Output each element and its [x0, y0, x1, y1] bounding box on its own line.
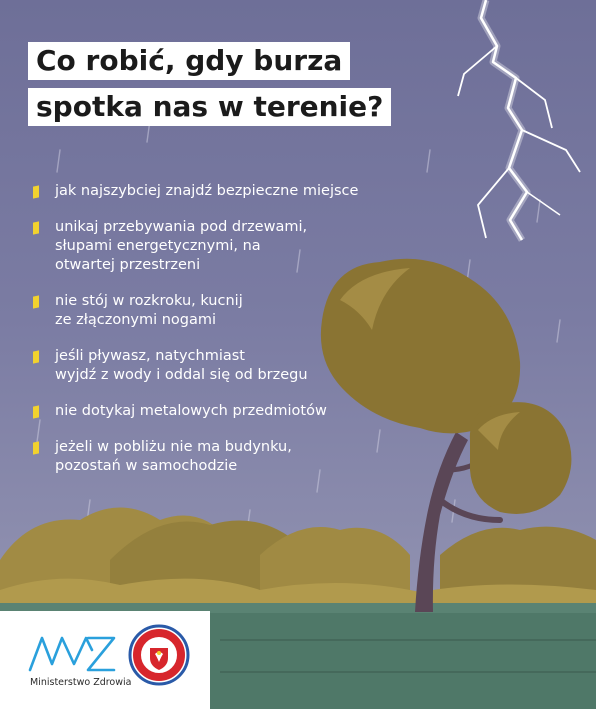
tip-item — [33, 292, 373, 330]
tip-line: ze złączonymi nogami — [55, 312, 217, 328]
tip-item — [33, 402, 373, 421]
sanitary-inspection-logo — [128, 624, 190, 686]
tip-line: wyjdź z wody i oddal się od brzegu — [55, 367, 308, 383]
bullet-icon — [33, 405, 39, 418]
bullet-icon — [33, 441, 39, 454]
tip-line: jeśli pływasz, natychmiast — [55, 348, 245, 364]
tip-line: słupami energetycznymi, na — [55, 238, 261, 254]
tip-line: otwartej przestrzeni — [55, 257, 201, 273]
bullet-icon — [33, 295, 39, 308]
tip-item — [33, 347, 373, 385]
bullet-icon — [33, 221, 39, 234]
tip-line: jeżeli w pobliżu nie ma budynku, — [55, 439, 292, 455]
background-hills — [0, 508, 596, 612]
ministry-caption: Ministerstwo Zdrowia — [30, 677, 132, 688]
page-title-line-1: Co robić, gdy burza — [28, 42, 350, 80]
tip-line: nie stój w rozkroku, kucnij — [55, 293, 243, 309]
safety-tips-list — [33, 182, 373, 493]
tip-line: nie dotykaj metalowych przedmiotów — [55, 403, 327, 419]
bullet-icon — [33, 185, 39, 198]
tip-item — [33, 182, 373, 201]
bullet-icon — [33, 350, 39, 363]
page-title-line-2: spotka nas w terenie? — [28, 88, 391, 126]
tip-line: jak najszybciej znajdź bezpieczne miejsce — [55, 183, 359, 199]
tip-line: pozostań w samochodzie — [55, 458, 238, 474]
lightning-bolt-icon — [458, 0, 580, 240]
ministry-of-health-logo — [28, 630, 118, 674]
tip-item — [33, 218, 373, 275]
tip-item — [33, 438, 373, 476]
tip-line: unikaj przebywania pod drzewami, — [55, 219, 308, 235]
